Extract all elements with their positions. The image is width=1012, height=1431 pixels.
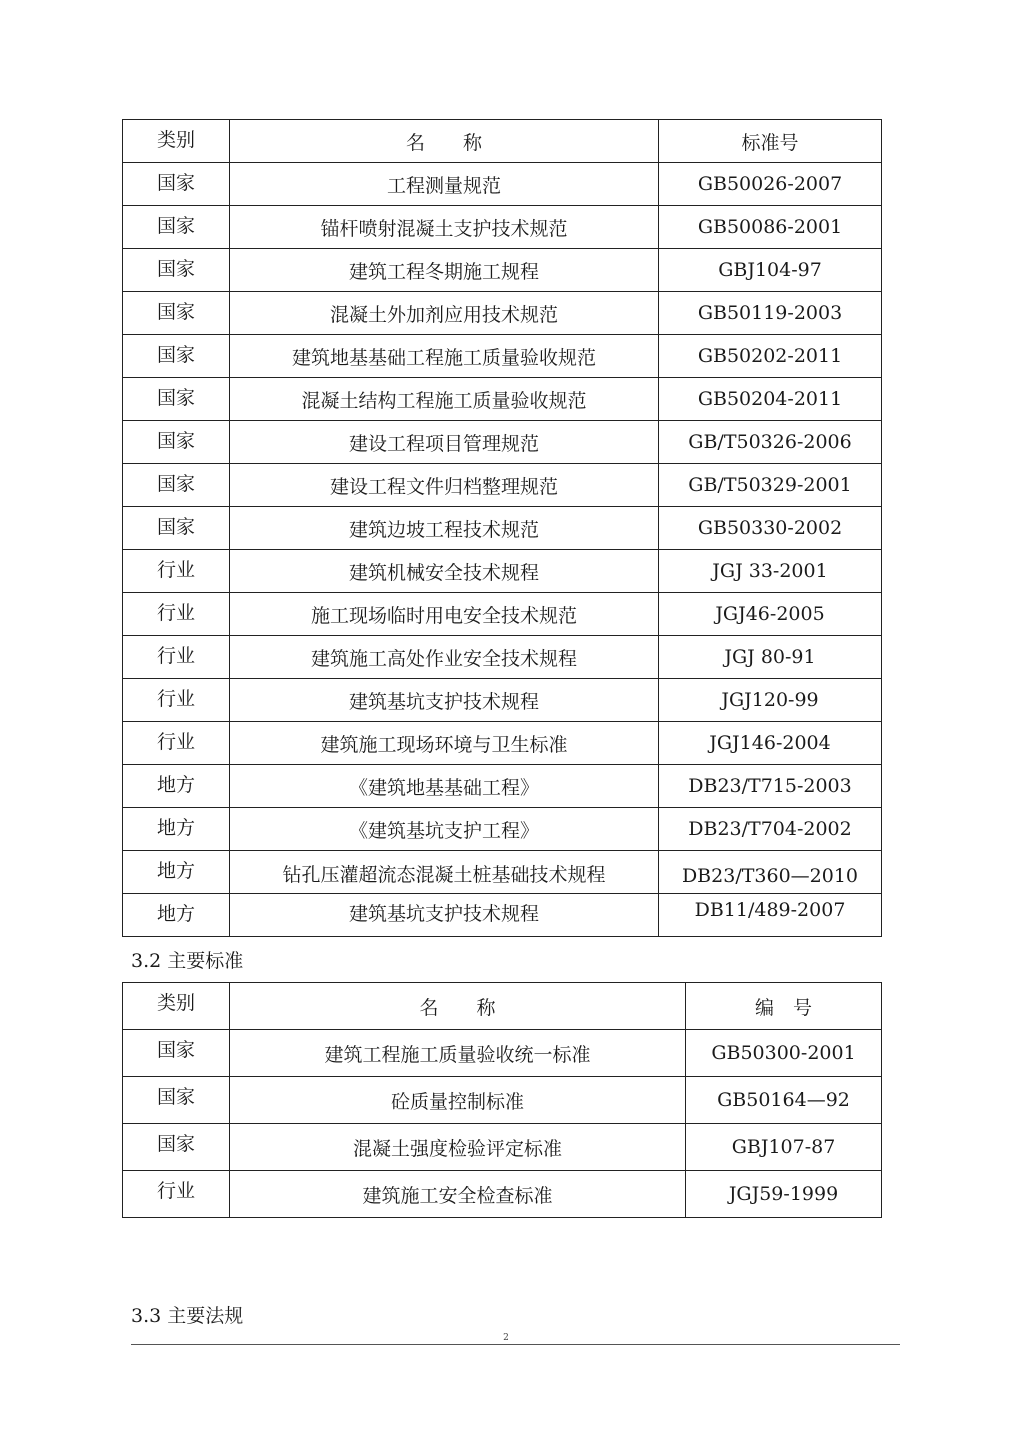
row-name: 建筑地基基础工程施工质量验收规范 — [230, 335, 659, 378]
row-name: 建设工程文件归档整理规范 — [230, 464, 659, 507]
table-row — [123, 722, 882, 765]
header-name: 名 称 — [230, 120, 659, 163]
table-row — [123, 636, 882, 679]
section-heading-main-regulations: 3.3 主要法规 — [131, 1305, 244, 1327]
table-row — [123, 464, 882, 507]
table-row — [123, 851, 882, 894]
row-code: JGJ 80-91 — [659, 636, 882, 679]
row-name: 施工现场临时用电安全技术规范 — [230, 593, 659, 636]
row-name: 建设工程项目管理规范 — [230, 421, 659, 464]
row-code: DB11/489-2007 — [659, 894, 882, 937]
row-code: GB50330-2002 — [659, 507, 882, 550]
table-row — [123, 292, 882, 335]
row-name: 工程测量规范 — [230, 163, 659, 206]
row-category: 地方 — [123, 765, 230, 808]
section-heading-main-standards: 3.2 主要标准 — [131, 950, 244, 972]
table-row — [123, 1171, 882, 1218]
table-row — [123, 593, 882, 636]
table-row — [123, 249, 882, 292]
row-category: 国家 — [123, 292, 230, 335]
header-category: 类别 — [123, 120, 230, 163]
header-number: 编 号 — [686, 983, 882, 1030]
row-name: 锚杆喷射混凝土支护技术规范 — [230, 206, 659, 249]
table-row — [123, 378, 882, 421]
row-code: GB/T50326-2006 — [659, 421, 882, 464]
row-code: GBJ107-87 — [686, 1124, 882, 1171]
table-row — [123, 1124, 882, 1171]
row-code: GB50086-2001 — [659, 206, 882, 249]
row-name: 混凝土外加剂应用技术规范 — [230, 292, 659, 335]
row-category: 国家 — [123, 1077, 230, 1124]
row-code: GB50026-2007 — [659, 163, 882, 206]
table-row — [123, 894, 882, 937]
table-row — [123, 765, 882, 808]
header-category: 类别 — [123, 983, 230, 1030]
row-code: GB50202-2011 — [659, 335, 882, 378]
row-category: 国家 — [123, 464, 230, 507]
row-category: 国家 — [123, 378, 230, 421]
row-name: 混凝土结构工程施工质量验收规范 — [230, 378, 659, 421]
row-category: 国家 — [123, 1124, 230, 1171]
row-name: 建筑工程冬期施工规程 — [230, 249, 659, 292]
row-category: 国家 — [123, 1030, 230, 1077]
row-category: 国家 — [123, 249, 230, 292]
row-category: 地方 — [123, 851, 230, 894]
row-category: 国家 — [123, 206, 230, 249]
row-code: JGJ 33-2001 — [659, 550, 882, 593]
page-number: 2 — [503, 1333, 509, 1343]
row-code: GB50164—92 — [686, 1077, 882, 1124]
row-name: 建筑施工现场环境与卫生标准 — [230, 722, 659, 765]
row-code: JGJ146-2004 — [659, 722, 882, 765]
row-category: 地方 — [123, 808, 230, 851]
row-code: GB/T50329-2001 — [659, 464, 882, 507]
table-header-row — [123, 983, 882, 1030]
row-name: 钻孔压灌超流态混凝土桩基础技术规程 — [230, 851, 659, 894]
row-code: GB50204-2011 — [659, 378, 882, 421]
header-name: 名 称 — [230, 983, 686, 1030]
row-name: 《建筑地基基础工程》 — [230, 765, 659, 808]
table-row — [123, 421, 882, 464]
row-name: 砼质量控制标准 — [230, 1077, 686, 1124]
row-category: 国家 — [123, 421, 230, 464]
standards-table-specifications — [122, 119, 882, 937]
row-category: 行业 — [123, 1171, 230, 1218]
row-category: 国家 — [123, 335, 230, 378]
table-row — [123, 1077, 882, 1124]
row-code: DB23/T704-2002 — [659, 808, 882, 851]
table-row — [123, 808, 882, 851]
table-row — [123, 1030, 882, 1077]
row-name: 建筑边坡工程技术规范 — [230, 507, 659, 550]
table-row — [123, 679, 882, 722]
row-category: 国家 — [123, 507, 230, 550]
standards-table-main — [122, 982, 882, 1218]
row-code: JGJ46-2005 — [659, 593, 882, 636]
row-name: 建筑施工安全检查标准 — [230, 1171, 686, 1218]
row-code: JGJ59-1999 — [686, 1171, 882, 1218]
row-category: 地方 — [123, 894, 230, 937]
row-category: 行业 — [123, 722, 230, 765]
table-row — [123, 507, 882, 550]
row-category: 行业 — [123, 550, 230, 593]
table-row — [123, 335, 882, 378]
row-code: DB23/T360—2010 — [659, 851, 882, 894]
row-name: 建筑施工高处作业安全技术规程 — [230, 636, 659, 679]
row-code: GB50119-2003 — [659, 292, 882, 335]
row-code: DB23/T715-2003 — [659, 765, 882, 808]
row-code: GB50300-2001 — [686, 1030, 882, 1077]
row-name: 混凝土强度检验评定标准 — [230, 1124, 686, 1171]
row-name: 建筑基坑支护技术规程 — [230, 679, 659, 722]
row-name: 建筑基坑支护技术规程 — [230, 894, 659, 937]
row-name: 《建筑基坑支护工程》 — [230, 808, 659, 851]
table-row — [123, 550, 882, 593]
row-name: 建筑工程施工质量验收统一标准 — [230, 1030, 686, 1077]
row-category: 国家 — [123, 163, 230, 206]
row-name: 建筑机械安全技术规程 — [230, 550, 659, 593]
row-code: JGJ120-99 — [659, 679, 882, 722]
table-header-row — [123, 120, 882, 163]
header-code: 标准号 — [659, 120, 882, 163]
table-row — [123, 163, 882, 206]
row-category: 行业 — [123, 636, 230, 679]
table-row — [123, 206, 882, 249]
row-category: 行业 — [123, 593, 230, 636]
footer-divider — [131, 1344, 900, 1345]
row-category: 行业 — [123, 679, 230, 722]
row-code: GBJ104-97 — [659, 249, 882, 292]
